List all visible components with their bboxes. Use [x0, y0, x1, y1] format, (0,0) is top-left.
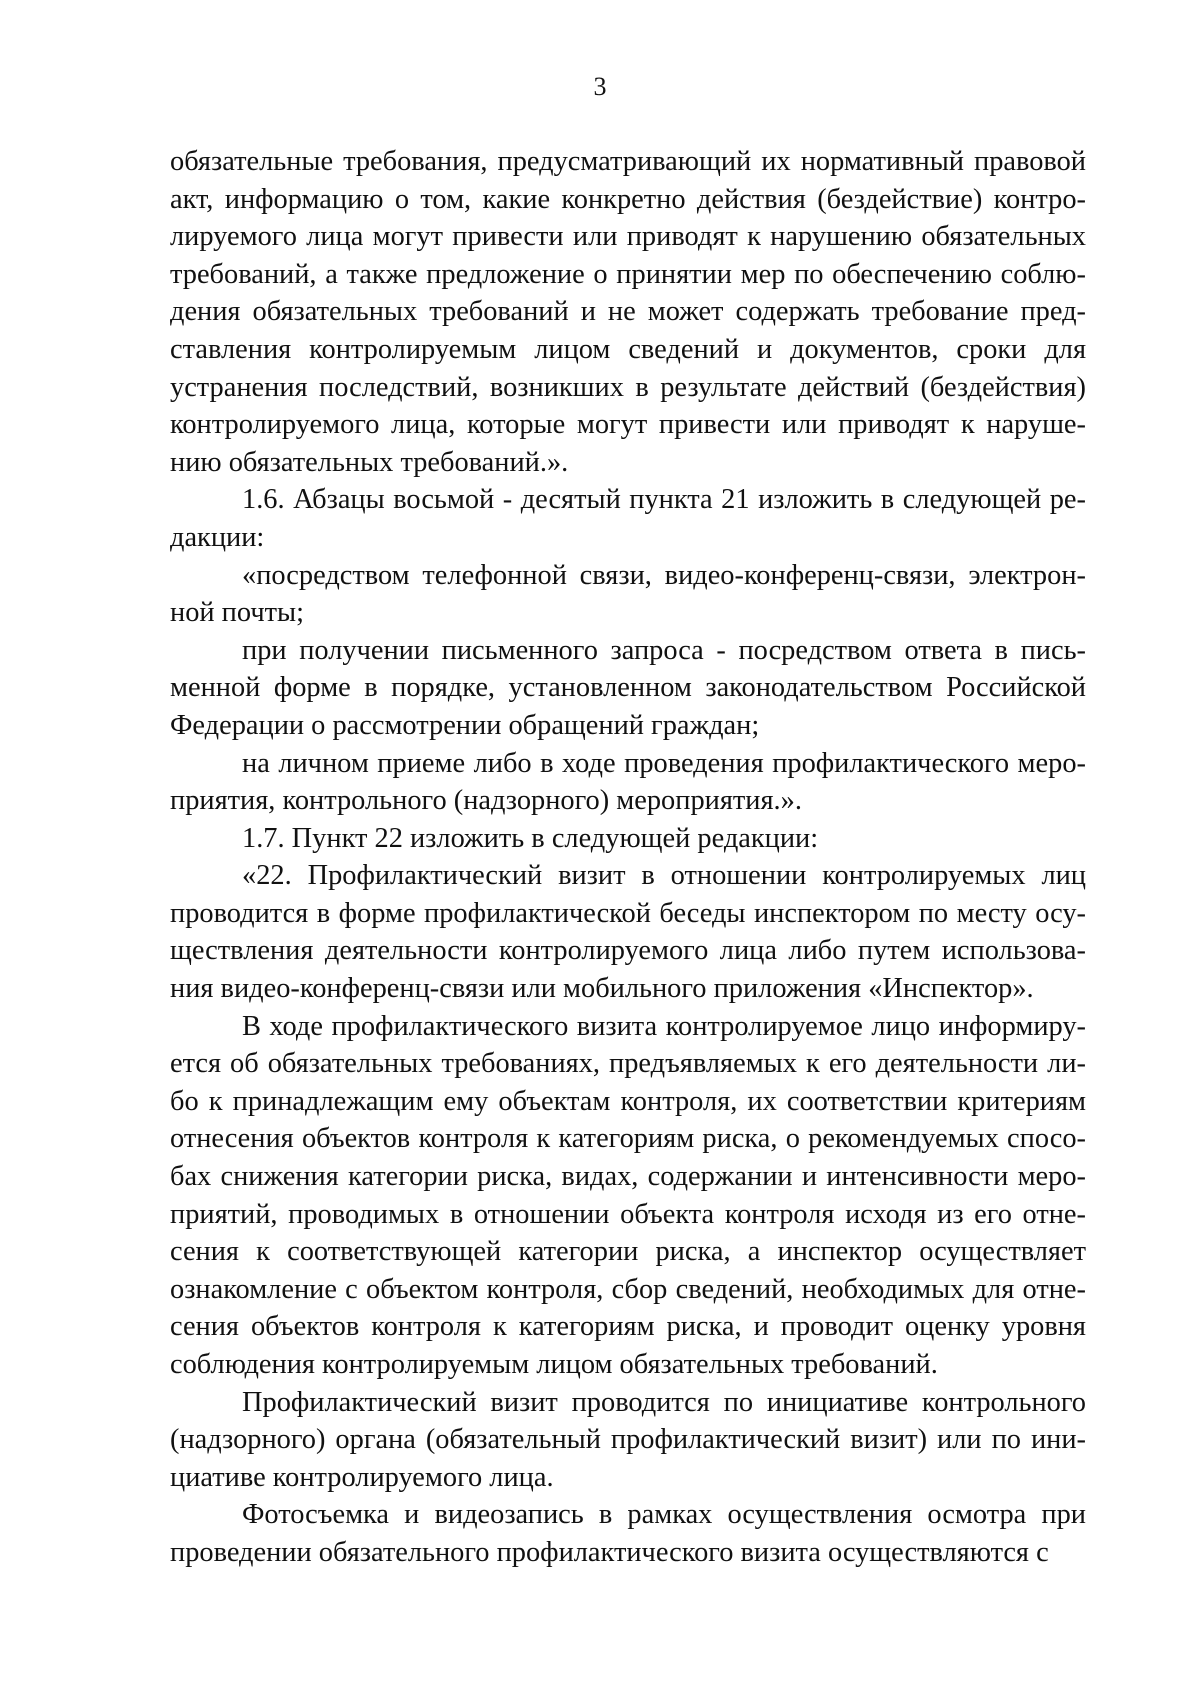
page-number: 3 — [593, 72, 607, 101]
paragraph: «22. Профилактический визит в отношении контролируемых лиц проводится в форме профилактической беседы инспектором по месту осуществления деятельности контролируемого лица либо путем использования видео-конференц-связи или мобильного приложения «Инспектор». — [170, 860, 1086, 1005]
paragraph: 1.7. Пункт 22 изложить в следующей редакции: — [242, 822, 819, 854]
paragraph: 1.6. Абзацы восьмой - десятый пункта 21 изложить в следующей редакции: — [170, 484, 1086, 553]
paragraph: Профилактический визит проводится по инициативе контрольного (надзорного) органа (обязательный профилактический визит) или по инициативе контролируемого лица. — [170, 1386, 1086, 1493]
paragraph: «посредством телефонной связи, видео-конференц-связи, электронной почты; — [170, 559, 1086, 629]
paragraph: при получении письменного запроса - посредством ответа в письменной форме в порядке, установленном законодательством Российской Федерации о рассмотрении обращений граждан; — [170, 634, 1086, 741]
paragraph: Фотосъемка и видеозапись в рамках осуществления осмотра при проведении обязательного профилактического визита осуществляются с — [170, 1499, 1086, 1568]
paragraph: обязательные требования, предусматривающий их нормативный правовой акт, информацию о том, какие конкретно действия (бездействие) контролируемого лица могут привести или приводят к нарушению обязательных требований, а также предложение о принятии мер по обеспечению соблюдения обязательных требований и не может содержать требование представления контролируемым лицом сведений и документов, сроки для устранения последствий, возникших в результате действий (бездействия) контролируемого лица, которые могут привести или приводят к нарушению обязательных требований.». — [170, 146, 1086, 478]
paragraph: В ходе профилактического визита контролируемое лицо информируется об обязательных требованиях, предъявляемых к его деятельности либо к принадлежащим ему объектам контроля, их соответствии критериям отнесения объектов контроля к категориям риска, о рекомендуемых способах снижения категории риска, видах, содержании и интенсивности мероприятий, проводимых в отношении объекта контроля исходя из его отнесения к соответствующей категории риска, а инспектор осуществляет ознакомление с объектом контроля, сбор сведений, необходимых для отнесения объектов контроля к категориям риска, и проводит оценку уровня соблюдения контролируемым лицом обязательных требований. — [170, 1010, 1086, 1380]
paragraph: на личном приеме либо в ходе проведения профилактического мероприятия, контрольного (надзорного) мероприятия.». — [170, 747, 1086, 817]
document-body — [170, 143, 1086, 1572]
